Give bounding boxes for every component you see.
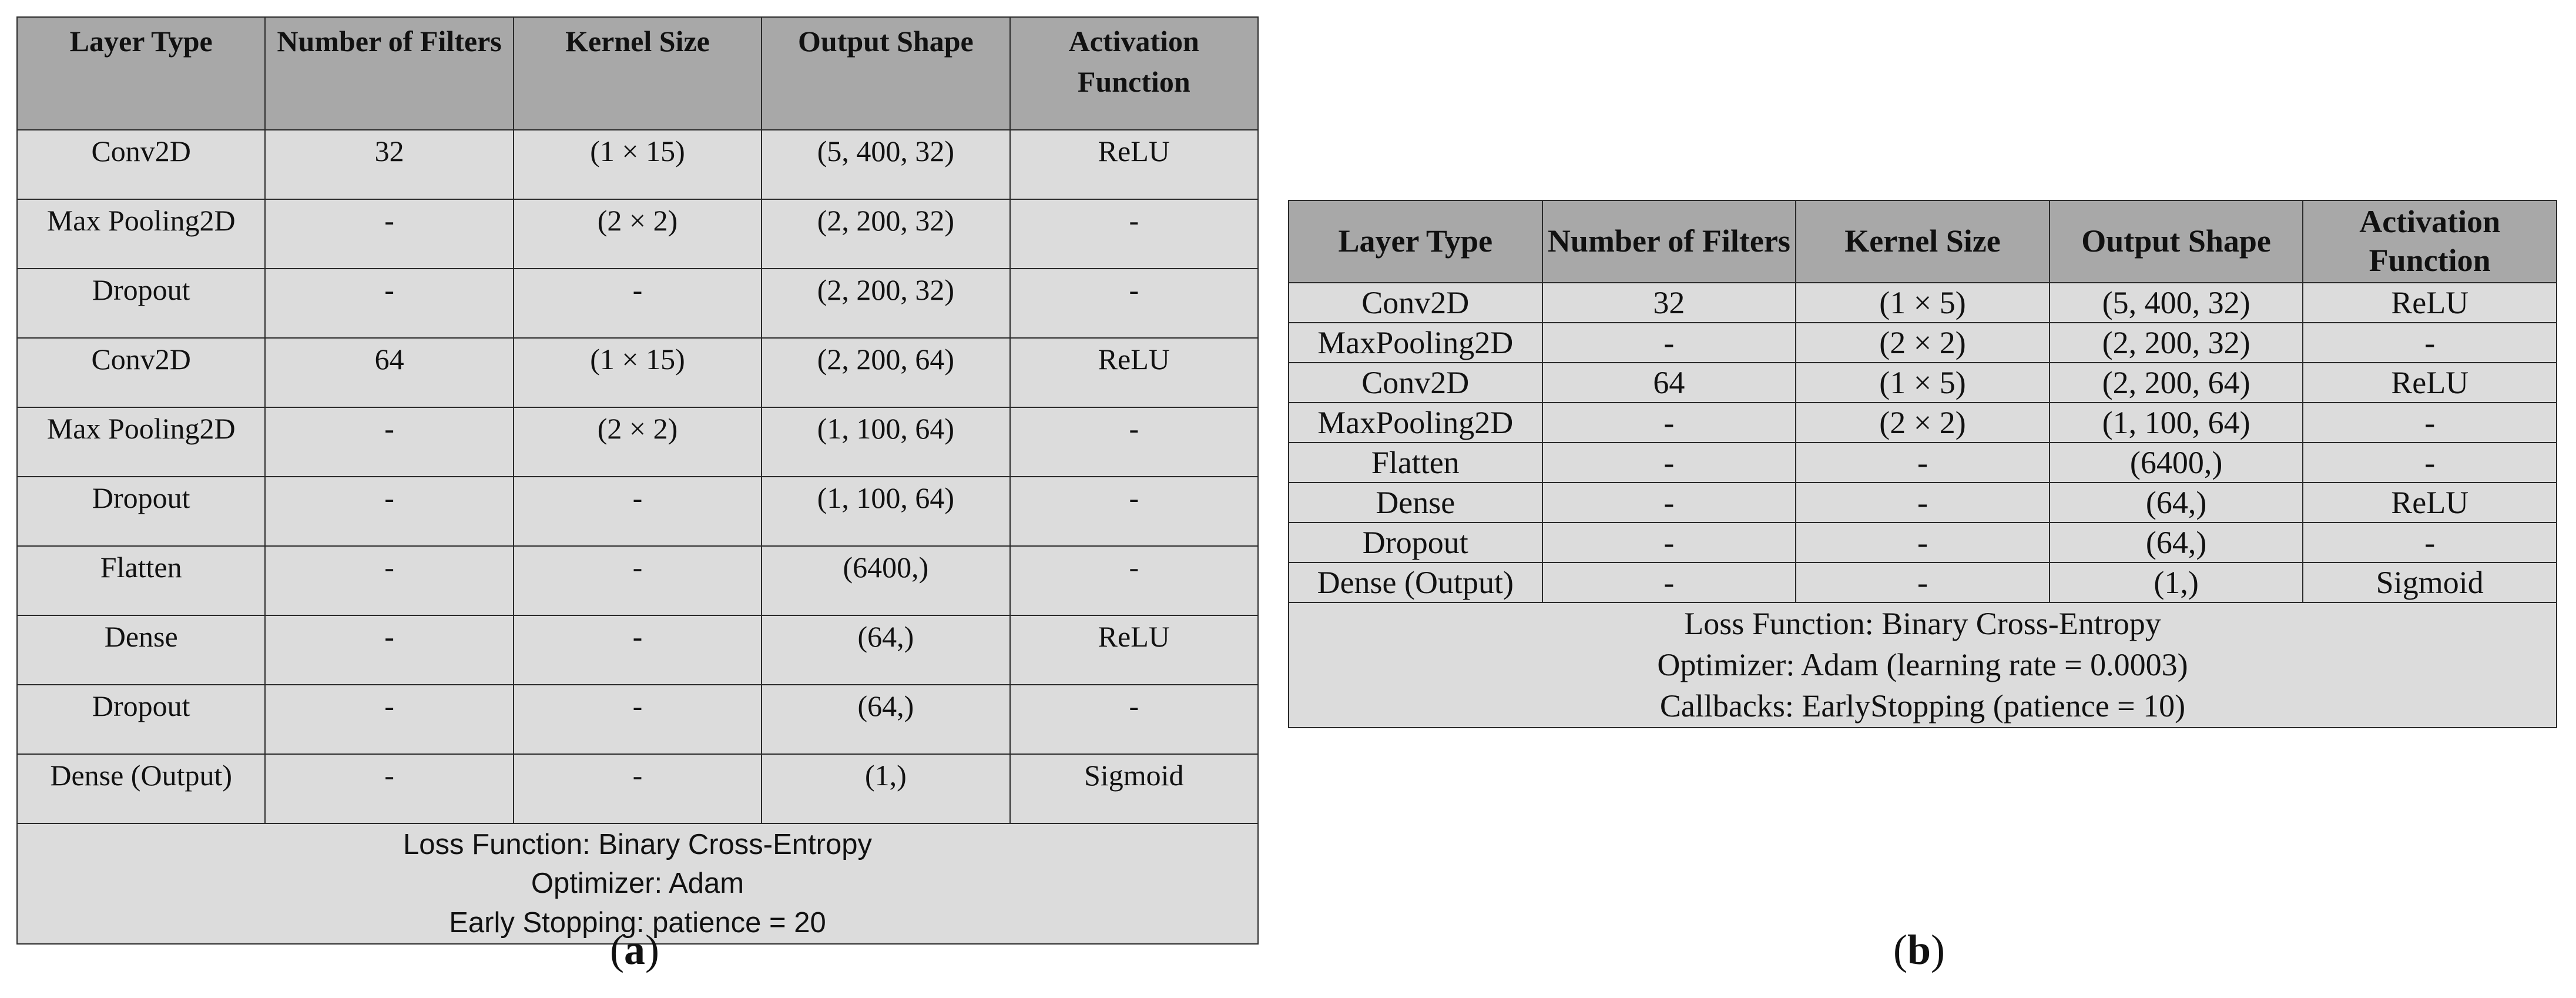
header-row — [17, 17, 1258, 130]
cell-number-of-filters: 64 — [1542, 363, 1796, 403]
cell-activation-function: - — [2303, 443, 2557, 483]
cell-number-of-filters: 32 — [1542, 283, 1796, 323]
cell-kernel-size: - — [514, 685, 762, 754]
cell-kernel-size: (2 × 2) — [514, 199, 762, 269]
cell-activation-function: - — [2303, 403, 2557, 443]
cell-output-shape: (2, 200, 32) — [2050, 323, 2303, 363]
cell-activation-function: ReLU — [1010, 615, 1258, 685]
cell-layer-type: Dense — [1289, 483, 1542, 523]
cell-output-shape: (2, 200, 32) — [762, 269, 1009, 338]
table-a-body — [17, 130, 1258, 823]
cell-activation-function: - — [2303, 323, 2557, 363]
cell-number-of-filters: - — [265, 269, 513, 338]
cell-number-of-filters: - — [1542, 523, 1796, 562]
cell-output-shape: (1, 100, 64) — [762, 477, 1009, 546]
table-row — [1289, 523, 2557, 562]
cell-kernel-size: - — [1796, 443, 2050, 483]
caption-open: ( — [1893, 926, 1907, 973]
table-b — [1288, 200, 2557, 728]
callbacks-note: Callbacks: EarlyStopping (patience = 10) — [1659, 688, 2186, 724]
cell-number-of-filters: - — [1542, 562, 1796, 602]
cell-kernel-size: (1 × 15) — [514, 130, 762, 199]
caption-b — [1893, 926, 1945, 974]
cell-kernel-size: - — [1796, 523, 2050, 562]
cell-layer-type: Dropout — [1289, 523, 1542, 562]
cell-kernel-size: (2 × 2) — [514, 407, 762, 477]
table-b-body — [1289, 283, 2557, 602]
cell-number-of-filters: - — [265, 615, 513, 685]
loss-function-note: Loss Function: Binary Cross-Entropy — [1684, 606, 2161, 641]
cell-activation-function: - — [1010, 546, 1258, 615]
header-layer-type: Layer Type — [1289, 200, 1542, 283]
table-row — [17, 685, 1258, 754]
cell-output-shape: (1, 100, 64) — [2050, 403, 2303, 443]
header-output-shape: Output Shape — [762, 17, 1009, 130]
cell-kernel-size: (1 × 5) — [1796, 363, 2050, 403]
header-activation-function: Activation Function — [1010, 17, 1258, 130]
caption-close: ) — [1931, 926, 1946, 973]
table-row — [17, 477, 1258, 546]
table-row — [1289, 443, 2557, 483]
header-number-of-filters: Number of Filters — [265, 17, 513, 130]
cell-output-shape: (5, 400, 32) — [762, 130, 1009, 199]
cell-layer-type: MaxPooling2D — [1289, 403, 1542, 443]
cell-activation-function: - — [1010, 477, 1258, 546]
table-row — [1289, 363, 2557, 403]
cell-layer-type: Dropout — [17, 269, 265, 338]
cell-kernel-size: - — [1796, 483, 2050, 523]
cell-activation-function: Sigmoid — [2303, 562, 2557, 602]
cell-activation-function: - — [1010, 199, 1258, 269]
table-row — [17, 754, 1258, 823]
cell-activation-function: - — [2303, 523, 2557, 562]
table-row — [17, 199, 1258, 269]
caption-letter: b — [1907, 926, 1931, 973]
optimizer-note: Optimizer: Adam — [531, 868, 744, 900]
table-row — [1289, 562, 2557, 602]
cell-number-of-filters: 64 — [265, 338, 513, 407]
table-row — [17, 546, 1258, 615]
early-stopping-note: Early Stopping: patience = 20 — [449, 906, 826, 939]
cell-number-of-filters: - — [265, 407, 513, 477]
cell-activation-function: ReLU — [2303, 483, 2557, 523]
cell-number-of-filters: - — [265, 199, 513, 269]
cell-activation-function: ReLU — [2303, 363, 2557, 403]
table-row — [1289, 323, 2557, 363]
cell-output-shape: (64,) — [762, 615, 1009, 685]
cell-activation-function: ReLU — [2303, 283, 2557, 323]
table-footer — [1289, 602, 2557, 728]
cell-kernel-size: - — [514, 754, 762, 823]
caption-letter: a — [623, 926, 645, 973]
table-row — [1289, 283, 2557, 323]
cell-output-shape: (1,) — [762, 754, 1009, 823]
table-row — [1289, 483, 2557, 523]
cell-activation-function: Sigmoid — [1010, 754, 1258, 823]
table-a — [16, 16, 1259, 945]
cell-layer-type: Max Pooling2D — [17, 407, 265, 477]
cell-number-of-filters: - — [1542, 483, 1796, 523]
header-kernel-size: Kernel Size — [1796, 200, 2050, 283]
cell-output-shape: (64,) — [2050, 483, 2303, 523]
table-row — [17, 338, 1258, 407]
cell-number-of-filters: - — [265, 546, 513, 615]
cell-number-of-filters: - — [1542, 443, 1796, 483]
cell-activation-function: - — [1010, 685, 1258, 754]
cell-output-shape: (64,) — [762, 685, 1009, 754]
cell-layer-type: Conv2D — [1289, 283, 1542, 323]
cell-layer-type: Dropout — [17, 685, 265, 754]
caption-close: ) — [645, 926, 659, 973]
cell-number-of-filters: 32 — [265, 130, 513, 199]
cell-layer-type: Flatten — [1289, 443, 1542, 483]
header-output-shape: Output Shape — [2050, 200, 2303, 283]
cell-kernel-size: - — [514, 269, 762, 338]
cell-layer-type: Dense (Output) — [17, 754, 265, 823]
cell-layer-type: Conv2D — [1289, 363, 1542, 403]
header-kernel-size: Kernel Size — [514, 17, 762, 130]
cell-kernel-size: (2 × 2) — [1796, 323, 2050, 363]
cell-number-of-filters: - — [265, 754, 513, 823]
cell-output-shape: (6400,) — [2050, 443, 2303, 483]
cell-number-of-filters: - — [265, 477, 513, 546]
header-number-of-filters: Number of Filters — [1542, 200, 1796, 283]
cell-layer-type: Conv2D — [17, 338, 265, 407]
header-row — [1289, 200, 2557, 283]
cell-layer-type: MaxPooling2D — [1289, 323, 1542, 363]
cell-output-shape: (2, 200, 64) — [762, 338, 1009, 407]
cell-layer-type: Dense (Output) — [1289, 562, 1542, 602]
optimizer-note: Optimizer: Adam (learning rate = 0.0003) — [1657, 647, 2188, 683]
cell-activation-function: - — [1010, 407, 1258, 477]
header-activation-function: Activation Function — [2303, 200, 2557, 283]
table-row — [17, 130, 1258, 199]
cell-kernel-size: (1 × 15) — [514, 338, 762, 407]
loss-function-note: Loss Function: Binary Cross-Entropy — [403, 828, 872, 860]
cell-layer-type: Max Pooling2D — [17, 199, 265, 269]
table-row — [17, 615, 1258, 685]
cell-layer-type: Flatten — [17, 546, 265, 615]
cell-kernel-size: (2 × 2) — [1796, 403, 2050, 443]
table-row — [1289, 403, 2557, 443]
cell-activation-function: ReLU — [1010, 338, 1258, 407]
cell-output-shape: (6400,) — [762, 546, 1009, 615]
cell-output-shape: (1,) — [2050, 562, 2303, 602]
cell-activation-function: ReLU — [1010, 130, 1258, 199]
cell-output-shape: (1, 100, 64) — [762, 407, 1009, 477]
cell-number-of-filters: - — [265, 685, 513, 754]
cell-kernel-size: - — [1796, 562, 2050, 602]
caption-a — [610, 926, 659, 974]
cell-layer-type: Dense — [17, 615, 265, 685]
table-row — [17, 269, 1258, 338]
header-layer-type: Layer Type — [17, 17, 265, 130]
cell-number-of-filters: - — [1542, 323, 1796, 363]
cell-output-shape: (64,) — [2050, 523, 2303, 562]
footer-row — [1289, 602, 2557, 728]
cell-output-shape: (2, 200, 64) — [2050, 363, 2303, 403]
cell-activation-function: - — [1010, 269, 1258, 338]
cell-layer-type: Dropout — [17, 477, 265, 546]
cell-kernel-size: - — [514, 546, 762, 615]
cell-output-shape: (5, 400, 32) — [2050, 283, 2303, 323]
table-row — [17, 407, 1258, 477]
cell-kernel-size: - — [514, 477, 762, 546]
cell-number-of-filters: - — [1542, 403, 1796, 443]
cell-kernel-size: (1 × 5) — [1796, 283, 2050, 323]
cell-output-shape: (2, 200, 32) — [762, 199, 1009, 269]
cell-kernel-size: - — [514, 615, 762, 685]
caption-open: ( — [610, 926, 624, 973]
cell-layer-type: Conv2D — [17, 130, 265, 199]
